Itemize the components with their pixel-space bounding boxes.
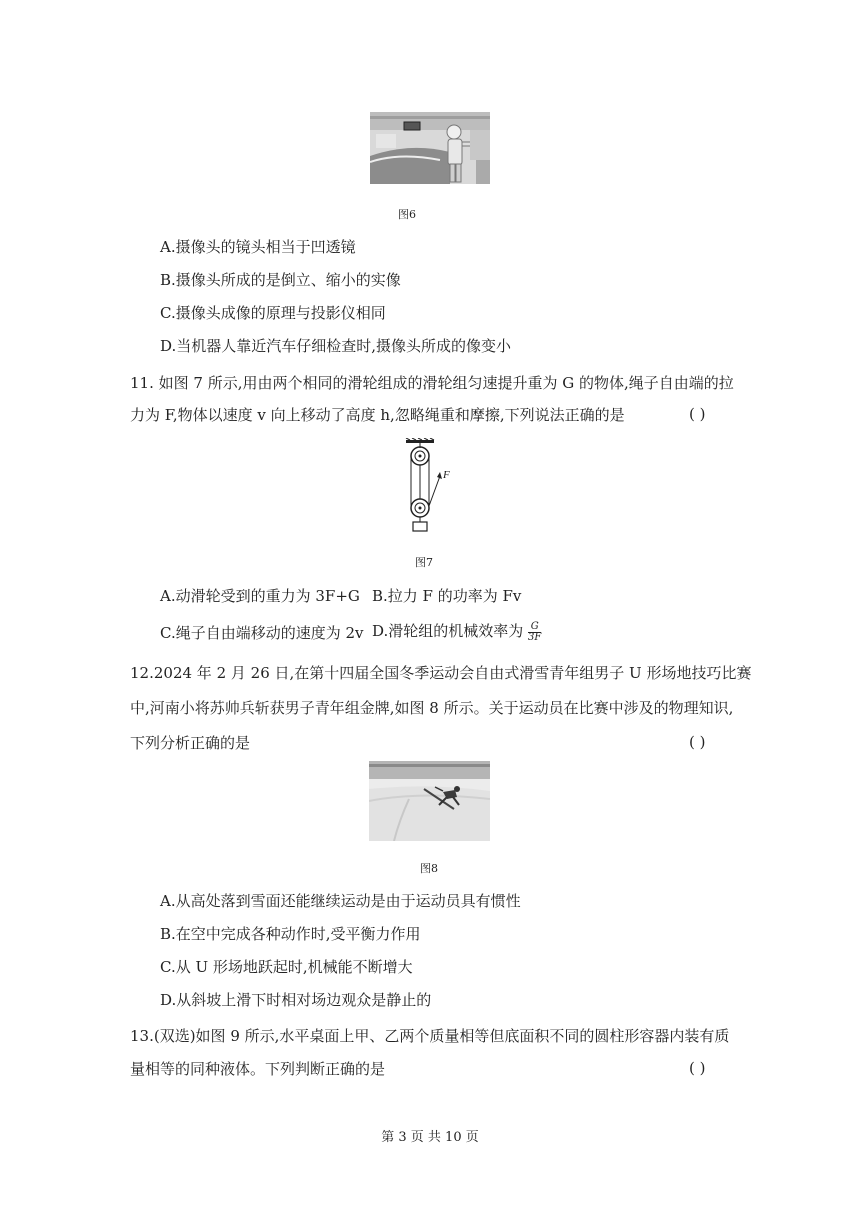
figure-7-pulley-diagram: [396, 438, 466, 536]
q10-option-b: B.摄像头所成的是倒立、缩小的实像: [160, 271, 401, 289]
q12-option-c: C.从 U 形场地跃起时,机械能不断增大: [160, 958, 413, 976]
q11-option-c: C.绳子自由端移动的速度为 2v: [160, 624, 364, 642]
force-label-f: F: [443, 469, 450, 481]
figure-8-photo: [369, 761, 490, 841]
q10-option-a: A.摄像头的镜头相当于凹透镜: [160, 238, 356, 256]
figure-6-caption: 图6: [398, 208, 416, 221]
figure-6-photo: [370, 112, 490, 184]
fraction-denominator: 3F: [528, 631, 542, 643]
q11-stem-line1: 11. 如图 7 所示,用由两个相同的滑轮组成的滑轮组匀速提升重为 G 的物体,绳子自由端的拉: [130, 374, 734, 392]
q11-option-a: A.动滑轮受到的重力为 3F+G: [160, 587, 360, 605]
q13-answer-paren: ( ): [689, 1059, 706, 1077]
skier-photo: [369, 761, 490, 841]
page-footer: 第 3 页 共 10 页: [381, 1130, 479, 1145]
q12-stem-line3: 下列分析正确的是: [130, 734, 251, 752]
q12-stem-line1: 12.2024 年 2 月 26 日,在第十四届全国冬季运动会自由式滑雪青年组男子 U 形场地技巧比赛: [130, 664, 752, 682]
figure-8-caption: 图8: [420, 862, 438, 875]
q10-option-d: D.当机器人靠近汽车仔细检查时,摄像头所成的像变小: [160, 337, 512, 355]
q10-option-c: C.摄像头成像的原理与投影仪相同: [160, 304, 386, 322]
q11-option-b: B.拉力 F 的功率为 Fv: [372, 587, 522, 605]
q13-stem-line1: 13.(双选)如图 9 所示,水平桌面上甲、乙两个质量相等但底面积不同的圆柱形容器内装有质: [130, 1027, 730, 1045]
q11-option-d-text: D.滑轮组的机械效率为: [372, 622, 524, 640]
fraction-numerator: G: [528, 622, 541, 633]
q11-option-d: [372, 621, 541, 643]
q13-stem-line2: 量相等的同种液体。下列判断正确的是: [130, 1060, 386, 1078]
q11-stem-line2: 力为 F,物体以速度 v 向上移动了高度 h,忽略绳重和摩擦,下列说法正确的是: [130, 406, 625, 424]
q12-option-d: D.从斜坡上滑下时相对场边观众是静止的: [160, 991, 432, 1009]
efficiency-fraction: [528, 622, 541, 643]
robot-camera-photo: [370, 112, 490, 184]
q12-answer-paren: ( ): [689, 733, 706, 751]
q11-answer-paren: ( ): [689, 405, 706, 423]
q12-option-a: A.从高处落到雪面还能继续运动是由于运动员具有惯性: [160, 892, 521, 910]
figure-7-caption: 图7: [415, 556, 433, 569]
q12-option-b: B.在空中完成各种动作时,受平衡力作用: [160, 925, 421, 943]
q12-stem-line2: 中,河南小将苏帅兵斩获男子青年组金牌,如图 8 所示。关于运动员在比赛中涉及的物理知识,: [130, 699, 734, 717]
